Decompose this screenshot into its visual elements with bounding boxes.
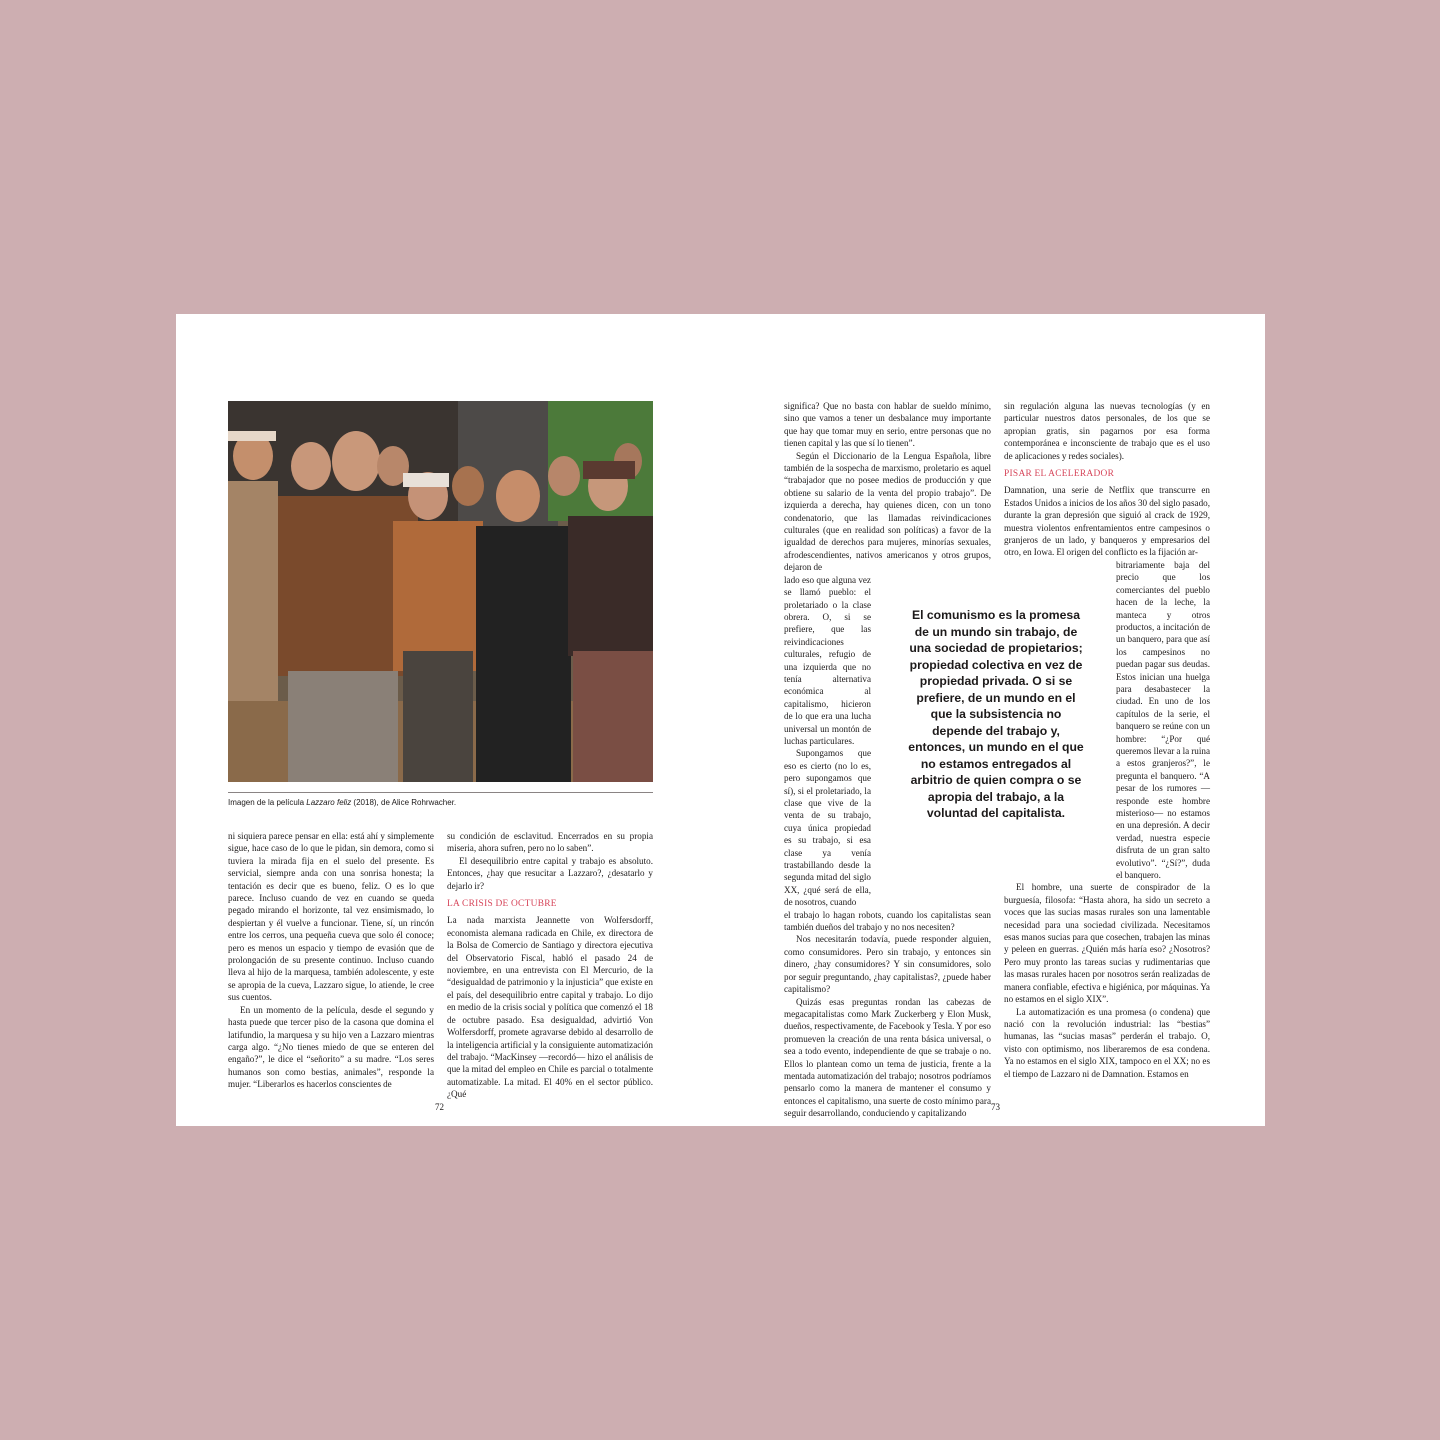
paragraph: lado eso que alguna vez se llamó pueblo: el proletariado o la clase obrera. O, si se prefiere, que las reivindicaciones culturales, refugio de una izquierda que no tenía alternativa económica al capitalismo, hicieron de lo que era una lucha universal un montón de luchas particulares. [784, 574, 871, 746]
right-column-2 [1004, 400, 1210, 1080]
paragraph: el trabajo lo hagan robots, cuando los capitalistas sean también dueños del trabajo y no nos necesiten? [784, 909, 991, 933]
pull-quote: El comunismo es la promesa de un mundo sin trabajo, de una sociedad de propietarios; propiedad colectiva en vez de propiedad privada. O si se prefiere, de un mundo en el que la subsistencia no depende del trabajo y, entonces, un mundo en el que no estamos entregados al arbitrio de quien compra o se apropia del trabajo, a la voluntad del capitalista. [908, 608, 1084, 820]
paragraph: La automatización es una promesa (o condena) que nació con la revolución industrial: las “bestias” humanas, las “sucias masas” perderán el trabajo. O, visto con optimismo, nos liberaremos de esa condena. Ya no estamos en el siglo XIX, tampoco en el XX; no es el tiempo de Lazzaro ni de Damnation. Estamos en [1004, 1006, 1210, 1079]
left-column-1 [228, 830, 434, 1091]
paragraph: Según el Diccionario de la Lengua Española, libre también de la sospecha de marxismo, proletario es aquel “trabajador que no posee medios de producción y que obtiene su salario de la venta del propio trabajo”. De izquierda a derecha, hay quienes dicen, con un tono condenatorio, que las llamadas reivindicaciones culturales (que en realidad son políticas) a favor de la igualdad de derechos para mujeres, minorías sexuales, afrodescendientes, nativos americanos y otros grupos, dejaron de [784, 450, 991, 573]
caption-prefix: Imagen de la película [228, 798, 307, 807]
paragraph: significa? Que no basta con hablar de sueldo mínimo, sino que vamos a tener un desbalance muy importante que hay que tomar muy en serio, entre personas que no tienen capital y las que sí lo tienen”. [784, 401, 991, 449]
film-still-photo [228, 401, 653, 782]
section-heading: PISAR EL ACELERADOR [1004, 469, 1115, 480]
paragraph: ni siquiera parece pensar en ella: está ahí y simplemente sigue, hace caso de lo que le pidan, sin demora, como si tuviera la mirada fija en el suelo del presente. Es servicial, siempre anda con una sonrisa honesta; la tentación es decir que es bueno, feliz. O es lo que parece. Incluso cuando de vez en cuando se queda pegado mirando el horizonte, tal vez ensimismado, lo despiertan y él vuelve a funcionar. Tiene, sí, un rincón entre los cerros, una pequeña cueva que solo él conoce; pero es menos un espacio y tiempo de evasión que de prolongación de su presente continuo. Incluso cuando lleva al hijo de la marquesa, también adolescente, y este se apropia de la cueva, Lazzaro sigue, lo atiende, le cree sus cuentos. [228, 831, 434, 1003]
paragraph: En un momento de la película, desde el segundo y hasta puede que tercer piso de la casona que domina el latifundio, la marquesa y su hijo ven a Lazzaro mientras carga algo. “¿No tienes miedo de que se enteren del engaño?”, le dice el “señorito” a su madre. “Los seres humanos son como bestias, animales”, responde la mujer. “Liberarlos es hacerlos conscientes de [228, 1004, 434, 1090]
caption-suffix: (2018), de Alice Rohrwacher. [351, 798, 457, 807]
caption-film-title: Lazzaro feliz [306, 798, 352, 807]
left-column-2 [447, 830, 653, 1101]
page-number-left: 72 [435, 1102, 444, 1112]
photo-caption [228, 798, 653, 808]
film-still-illustration [228, 401, 653, 782]
paragraph: El hombre, una suerte de conspirador de la burguesía, filosofa: “Hasta ahora, ha sido un secreto a voces que las sucias masas rurales son una lamentable necesidad para una sociedad civilizada. Necesitamos esas manos sucias para que cosechen, trabajen las minas y peleen en guerras. ¿Quién más haría eso? ¿Nosotros? Pero muy pronto las tareas sucias y rudimentarias que las masas rurales hacen por nosotros serán realizadas de manera confiable, efectiva e higiénica, por máquinas. Ya no estamos en el siglo XIX”. [1004, 882, 1210, 1005]
magazine-spread [176, 314, 1265, 1126]
caption-rule [228, 792, 653, 793]
page-number-right: 73 [991, 1102, 1000, 1112]
paragraph: Supongamos que eso es cierto (no lo es, pero supongamos que sí), si el proletariado, la clase que vive de la venta de su trabajo, cuya única propiedad es su trabajo, si esa clase ya venía trastabillando desde la segunda mitad del siglo XX, ¿qué será de ella, de nosotros, cuando [784, 748, 871, 908]
paragraph: Nos necesitarán todavía, puede responder alguien, como consumidores. Pero sin trabajo, y entonces sin dinero, ¿hay consumidores? Y sin consumidores, solo por seguir preguntando, ¿hay capitalistas?, ¿puede haber capitalismo? [784, 934, 991, 995]
paragraph: Quizás esas preguntas rondan las cabezas de megacapitalistas como Mark Zuckerberg y Elon Musk, dueños, respectivamente, de Facebook y Tesla. Y por eso promueven la creación de una renta básica universal, o sea a todo evento, independiente de que se trabaje o no. Ellos lo plantean como un tema de justicia, frente a la mentada automatización del trabajo; nosotros podríamos pensarlo como la manera de mantener el consumo y entonces el capitalismo, una suerte de costo mínimo para seguir desarrollando, conduciendo y capitalizando [784, 996, 991, 1119]
narrow-column-text [1116, 559, 1210, 882]
paragraph: sin regulación alguna las nuevas tecnologías (y en particular nuestros datos personales, de los que se apropian gratis, sin pagarnos por esa forma contemporánea e inconsciente de trabajo que es el uso de aplicaciones y redes sociales). [1004, 401, 1210, 461]
paragraph: Damnation, una serie de Netflix que transcurre en Estados Unidos a inicios de los años 30 del siglo pasado, durante la gran depresión que siguió al crack de 1929, muestra violentos enfrentamientos entre campesinos o granjeros de un lado, y banqueros y empresarios del otro, en Iowa. El origen del conflicto es la fijación ar- [1004, 485, 1210, 558]
paragraph: bitrariamente baja del precio que los comerciantes del pueblo hacen de la leche, la manteca y otros productos, a incitación de un banquero, para que así los campesinos no puedan pagar sus deudas. Estos inician una huelga para desabastecer la ciudad. En uno de los capítulos de la serie, el banquero se reúne con un hombre: “¿Por qué queremos llevar a la ruina a estos granjeros?”, le pregunta el banquero. “A pesar de los rumores —responde este hombre misterioso— no estamos en una depresión. A decir verdad, nuestra especie disfruta de un gran salto evolutivo”. “¿Sí?”, duda el banquero. [1116, 559, 1210, 881]
paragraph: El desequilibrio entre capital y trabajo es absoluto. Entonces, ¿hay que resucitar a Lazzaro?, ¿desatarlo y dejarlo ir? [447, 855, 653, 891]
paragraph: La nada marxista Jeannette von Wolfersdorff, economista alemana radicada en Chile, ex directora de la Bolsa de Comercio de Santiago y directora ejecutiva del Observatorio Fiscal, habló el pasado 24 de noviembre, en una entrevista con El Mercurio, de la “desigualdad de patrimonio y la injusticia” que existe en el país, del desequilibrio entre capital y trabajo. Lo dijo en medio de la crisis social y política que comenzó el 18 de octubre pasado. Esa desigualdad, advirtió Von Wolfersdorff, promete agravarse debido al desarrollo de la inteligencia artificial y la consiguiente automatización del trabajo. “MacKinsey —recordó— hizo el análisis de que la mitad del empleo en Chile es parcial o totalmente automatizable. La mitad. El 40% en el sector público. ¿Qué [447, 915, 653, 1100]
paragraph: su condición de esclavitud. Encerrados en su propia miseria, ahora sufren, pero no lo saben”. [447, 831, 653, 854]
section-heading: LA CRISIS DE OCTUBRE [447, 899, 557, 910]
narrow-column-text [784, 574, 871, 909]
